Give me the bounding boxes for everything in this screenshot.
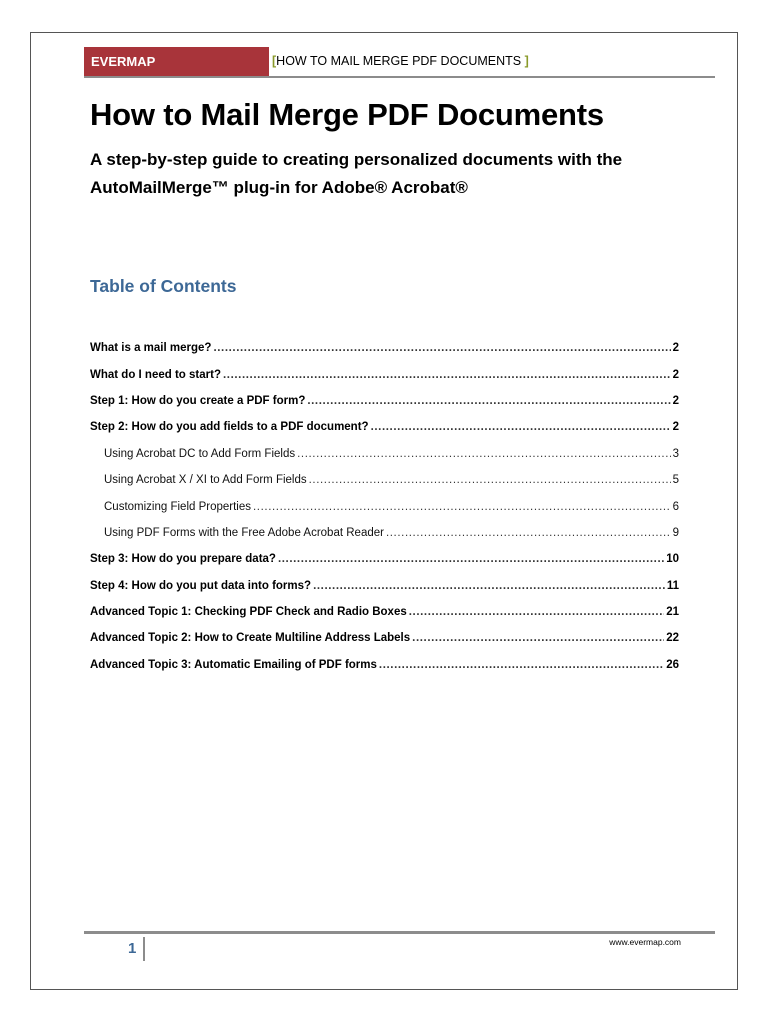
toc-dot-leader [386, 527, 671, 539]
toc-entry[interactable] [90, 573, 679, 599]
toc-entry-page: 2 [672, 342, 679, 355]
toc-entry[interactable] [90, 546, 679, 572]
toc-dot-leader [309, 474, 671, 486]
footer-rule [84, 931, 715, 934]
document-title: How to Mail Merge PDF Documents [90, 97, 604, 132]
toc-heading: Table of Contents [90, 276, 237, 296]
toc-dot-leader [379, 659, 664, 671]
toc-entry-page: 2 [672, 421, 679, 434]
website-url: www.evermap.com [609, 937, 681, 947]
toc-entry-title: What do I need to start? [90, 368, 221, 381]
toc-entry-page: 11 [666, 579, 679, 592]
page-number: 1 [113, 937, 145, 961]
toc-entry-title: Step 3: How do you prepare data? [90, 553, 276, 566]
running-title-text: HOW TO MAIL MERGE PDF DOCUMENTS [276, 54, 525, 68]
toc-entry-title: Advanced Topic 3: Automatic Emailing of PDF forms [90, 658, 377, 671]
table-of-contents [90, 335, 679, 678]
toc-entry-title: Using Acrobat DC to Add Form Fields [104, 447, 296, 460]
toc-entry[interactable] [90, 467, 679, 493]
document-subtitle: A step-by-step guide to creating personalized documents with the AutoMailMerge™ plug-in for Adobe® Acrobat® [90, 150, 623, 197]
toc-entry-title: Using Acrobat X / XI to Add Form Fields [104, 474, 307, 487]
toc-entry-title: Advanced Topic 2: How to Create Multiline Address Labels [90, 632, 411, 645]
toc-dot-leader [313, 580, 665, 592]
toc-dot-leader [278, 553, 664, 565]
toc-entry-page: 22 [666, 632, 679, 645]
toc-entry-page: 2 [672, 394, 679, 407]
toc-entry[interactable] [90, 493, 679, 519]
page-header [84, 47, 715, 78]
toc-entry-title: What is a mail merge? [90, 342, 212, 355]
toc-entry-page: 21 [666, 606, 679, 619]
toc-dot-leader [223, 369, 671, 381]
toc-entry[interactable] [90, 625, 679, 651]
running-title [272, 47, 529, 76]
toc-entry-page: 26 [666, 658, 679, 671]
toc-entry[interactable] [90, 520, 679, 546]
toc-entry-page: 6 [672, 500, 679, 513]
toc-entry[interactable] [90, 335, 679, 361]
toc-dot-leader [307, 395, 670, 407]
toc-entry-title: Step 2: How do you add fields to a PDF document? [90, 421, 369, 434]
toc-dot-leader [371, 421, 671, 433]
toc-entry[interactable] [90, 441, 679, 467]
toc-entry-page: 2 [672, 368, 679, 381]
toc-entry-page: 10 [666, 553, 679, 566]
document-page [30, 32, 738, 990]
toc-dot-leader [409, 606, 664, 618]
toc-dot-leader [412, 632, 664, 644]
toc-entry-page: 9 [672, 526, 679, 539]
toc-dot-leader [253, 501, 671, 513]
toc-entry[interactable] [90, 414, 679, 440]
brand-label: EVERMAP [84, 47, 269, 76]
toc-entry[interactable] [90, 652, 679, 678]
toc-entry[interactable] [90, 388, 679, 414]
toc-dot-leader [213, 342, 670, 354]
toc-entry-page: 3 [672, 447, 679, 460]
toc-entry[interactable] [90, 599, 679, 625]
toc-entry[interactable] [90, 361, 679, 387]
toc-entry-title: Advanced Topic 1: Checking PDF Check and Radio Boxes [90, 606, 407, 619]
toc-entry-title: Step 1: How do you create a PDF form? [90, 394, 306, 407]
running-title-close-bracket: ] [524, 54, 529, 68]
toc-dot-leader [297, 448, 670, 460]
toc-entry-page: 5 [672, 474, 679, 487]
running-title-open-bracket: [ [272, 54, 277, 68]
toc-entry-title: Using PDF Forms with the Free Adobe Acrobat Reader [104, 526, 384, 539]
toc-entry-title: Step 4: How do you put data into forms? [90, 579, 312, 592]
toc-entry-title: Customizing Field Properties [104, 500, 252, 513]
